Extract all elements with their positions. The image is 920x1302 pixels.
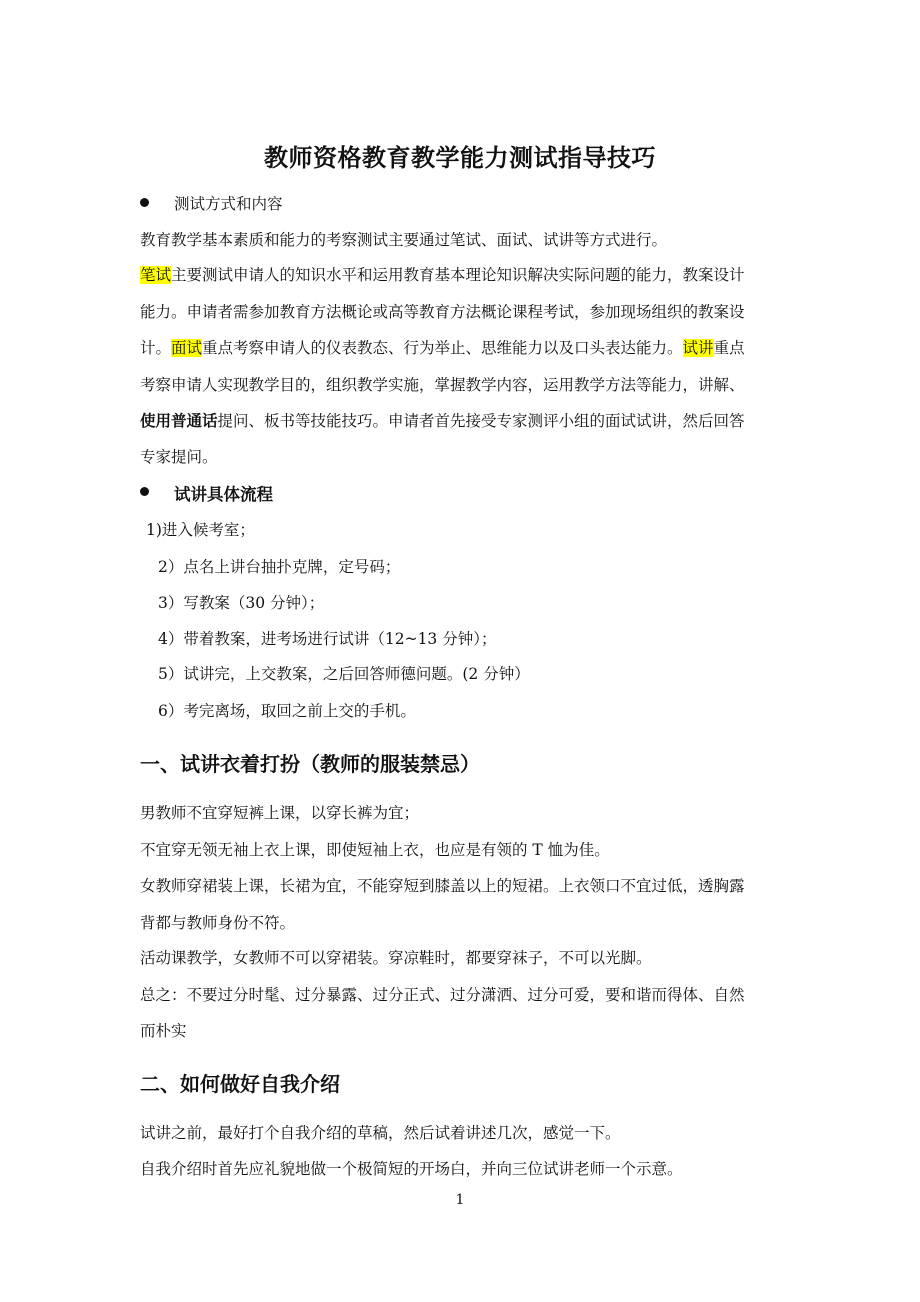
bullet-label: 试讲具体流程 [174, 485, 273, 504]
paragraph-line [140, 336, 745, 358]
bullet-dot-icon [140, 487, 149, 496]
intro-line: 试讲之前，最好打个自我介绍的草稿，然后试着讲述几次，感觉一下。 [140, 1124, 621, 1142]
paragraph-line: 专家提问。 [140, 448, 218, 466]
bullet-dot-icon [140, 198, 149, 207]
dress-line: 女教师穿裙装上课，长裙为宜，不能穿短到膝盖以上的短裙。上衣领口不宜过低，透胸露 [140, 877, 745, 895]
heading-dress-code: 一、试讲衣着打扮（教师的服装禁忌） [140, 752, 480, 776]
intro-paragraph: 教育教学基本素质和能力的考察测试主要通过笔试、面试、试讲等方式进行。 [140, 231, 668, 249]
dress-line: 男教师不宜穿短裤上课，以穿长裤为宜； [140, 804, 420, 822]
paragraph-line [140, 263, 745, 285]
text-span: 重点考察申请人的仪表教态、行为举止、思维能力以及口头表达能力。 [202, 339, 683, 357]
bullet-label: 测试方式和内容 [174, 195, 283, 213]
process-step: 5）试讲完，上交教案，之后回答师德问题。(2 分钟） [158, 665, 530, 683]
heading-self-intro: 二、如何做好自我介绍 [140, 1072, 340, 1096]
process-step: 1)进入候考室； [146, 521, 255, 539]
dress-line: 总之：不要过分时髦、过分暴露、过分正式、过分潇洒、过分可爱，要和谐而得体、自然 [140, 986, 745, 1004]
highlight-interview: 面试 [171, 339, 203, 357]
process-step: 6）考完离场，取回之前上交的手机。 [158, 702, 416, 720]
text-span: 提问、板书等技能技巧。申请者首先接受专家测评小组的面试试讲，然后回答 [217, 412, 745, 430]
paragraph-line: 能力。申请者需参加教育方法概论或高等教育方法概论课程考试，参加现场组织的教案设 [140, 303, 745, 321]
dress-line: 活动课教学，女教师不可以穿裙装。穿凉鞋时，都要穿袜子，不可以光脚。 [140, 949, 652, 967]
paragraph-line: 考察申请人实现教学目的，组织教学实施，掌握教学内容，运用教学方法等能力，讲解、 [140, 376, 745, 394]
paragraph-line [140, 409, 745, 431]
page-number: 1 [455, 1192, 465, 1208]
dress-line: 不宜穿无领无袖上衣上课，即使短袖上衣，也应是有领的 T 恤为佳。 [140, 841, 610, 859]
text-span: 计。 [140, 339, 172, 357]
text-span: 重点 [713, 339, 745, 357]
intro-line: 自我介绍时首先应礼貌地做一个极简短的开场白，并向三位试讲老师一个示意。 [140, 1160, 683, 1178]
document-title: 教师资格教育教学能力测试指导技巧 [264, 144, 656, 172]
process-step: 4）带着教案，进考场进行试讲（12~13 分钟）； [158, 630, 497, 648]
dress-line: 而朴实 [140, 1022, 187, 1040]
bold-mandarin-text: 使用普通话 [140, 412, 218, 430]
process-step: 3）写教案（30 分钟）； [158, 594, 325, 612]
text-span: 主要测试申请人的知识水平和运用教育基本理论知识解决实际问题的能力，教案设计 [171, 266, 745, 284]
highlight-lecture: 试讲 [682, 339, 714, 357]
dress-line: 背都与教师身份不符。 [140, 914, 296, 932]
highlight-written-exam: 笔试 [140, 266, 172, 284]
process-step: 2）点名上讲台抽扑克牌，定号码； [158, 558, 401, 576]
